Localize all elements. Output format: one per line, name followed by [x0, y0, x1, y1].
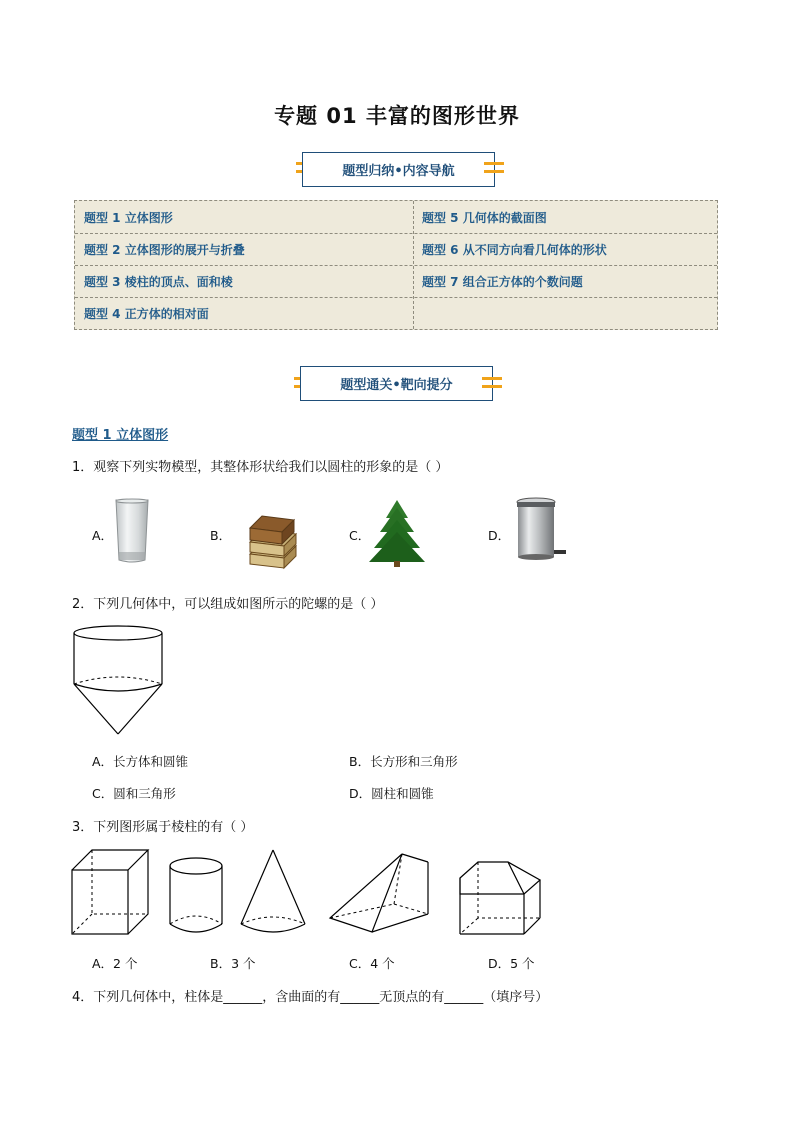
banner-right-mark — [484, 162, 504, 173]
triangular-prism-figure — [328, 852, 438, 938]
pine-tree-image — [368, 498, 426, 568]
q3-option-a[interactable]: A．2 个 — [92, 956, 138, 971]
q1-option-d-label: D． — [488, 528, 511, 543]
nav-topic-7[interactable]: 题型 7 组合正方体的个数问题 — [422, 274, 583, 289]
topic-navigation-table — [74, 200, 718, 330]
nav-topic-2[interactable]: 题型 2 立体图形的展开与折叠 — [84, 242, 245, 257]
q2-option-c[interactable]: C．圆和三角形 — [92, 786, 176, 801]
section-heading-topic-1[interactable]: 题型 1 立体图形 — [72, 428, 169, 443]
cube-figure — [70, 848, 150, 938]
question-4-text: 4．下列几何体中，柱体是______，含曲面的有______无顶点的有______（填序号） — [72, 990, 549, 1005]
q3-option-b[interactable]: B．3 个 — [210, 956, 256, 971]
glass-image — [112, 498, 152, 566]
q1-option-c-label: C． — [349, 528, 371, 543]
banner-right-mark — [482, 377, 502, 388]
book-stack-image — [244, 506, 300, 572]
question-1-text: 1．观察下列实物模型，其整体形状给我们以圆柱的形象的是（ ） — [72, 460, 449, 475]
q3-option-c[interactable]: C．4 个 — [349, 956, 395, 971]
cylinder-figure — [166, 856, 226, 936]
nav-topic-6[interactable]: 题型 6 从不同方向看几何体的形状 — [422, 242, 607, 257]
question-3-text: 3．下列图形属于棱柱的有（ ） — [72, 820, 254, 835]
question-2-text: 2．下列几何体中，可以组成如图所示的陀螺的是（ ） — [72, 597, 384, 612]
q2-option-d[interactable]: D．圆柱和圆锥 — [349, 786, 434, 801]
q1-option-b-label: B． — [210, 528, 232, 543]
spinning-top-figure — [70, 624, 168, 738]
trash-can-image — [510, 496, 568, 562]
nav-topic-5[interactable]: 题型 5 几何体的截面图 — [422, 210, 547, 225]
q2-option-a[interactable]: A．长方体和圆锥 — [92, 754, 189, 769]
banner-practice: 题型通关•靶向提分 — [300, 366, 493, 401]
pentagonal-prism-figure — [456, 856, 546, 938]
page-title: 专题 01 丰富的图形世界 — [274, 104, 520, 128]
q2-option-b[interactable]: B．长方形和三角形 — [349, 754, 458, 769]
nav-topic-1[interactable]: 题型 1 立体图形 — [84, 210, 173, 225]
nav-topic-3[interactable]: 题型 3 棱柱的顶点、面和棱 — [84, 274, 233, 289]
cone-figure — [238, 848, 308, 938]
banner-content-nav: 题型归纳•内容导航 — [302, 152, 495, 187]
q1-option-a-label: A． — [92, 528, 114, 543]
q3-option-d[interactable]: D．5 个 — [488, 956, 535, 971]
nav-topic-4[interactable]: 题型 4 正方体的相对面 — [84, 306, 209, 321]
